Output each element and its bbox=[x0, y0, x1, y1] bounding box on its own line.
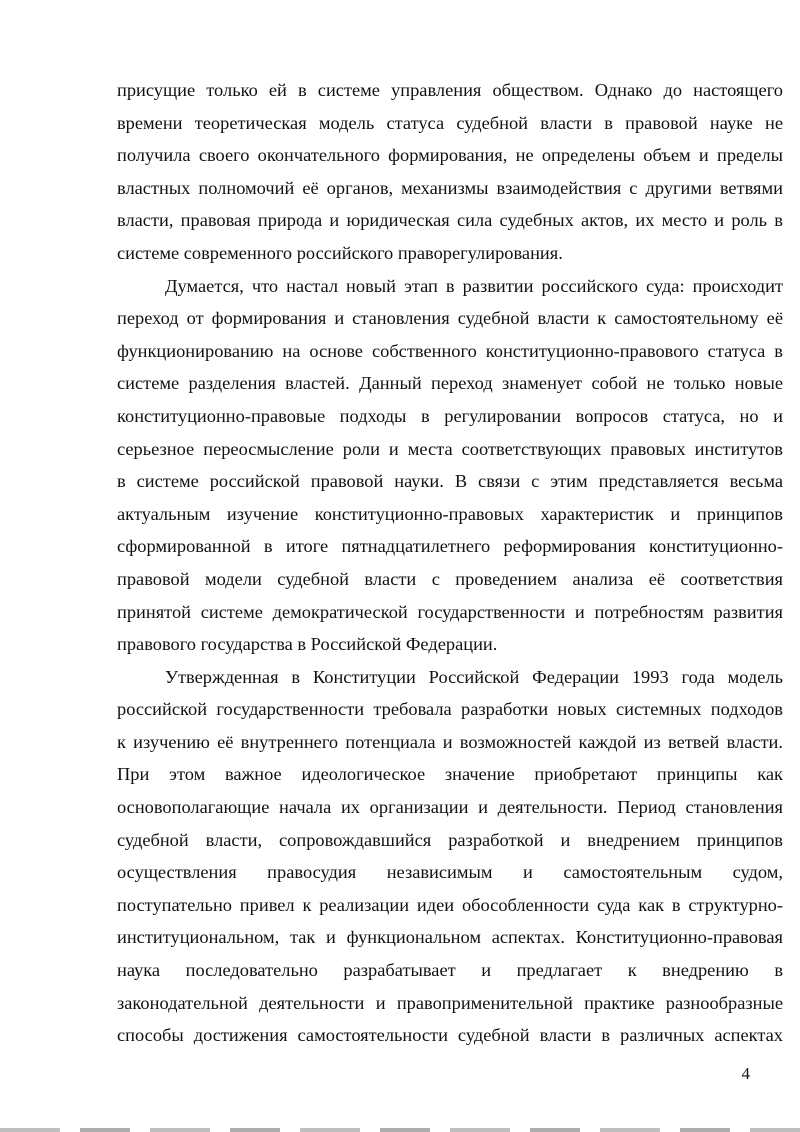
text-line: законодательной деятельности и правоприменительной практике разнообразные bbox=[117, 992, 783, 1013]
paragraph-2 bbox=[117, 270, 783, 661]
text-line: присущие только ей в системе управления обществом. Однако до настоящего bbox=[117, 80, 783, 100]
text-line: Думается, что настал новый этап в развитии российского суда: происходит bbox=[165, 275, 783, 296]
text-line: власти, правовая природа и юридическая сила судебных актов, их место и роль в bbox=[117, 210, 783, 231]
scan-edge-artifact bbox=[0, 1128, 800, 1132]
text-line: институциональном, так и функциональном аспектах. Конституционно-правовая bbox=[117, 927, 783, 948]
text-line: конституционно-правовые подходы в регулировании вопросов статуса, но и bbox=[117, 405, 783, 426]
text-line: сформированной в итоге пятнадцатилетнего реформирования конституционно- bbox=[117, 536, 783, 557]
text-line: серьезное переосмысление роли и места соответствующих правовых институтов bbox=[117, 438, 783, 459]
text-line: к изучению её внутреннего потенциала и возможностей каждой из ветвей власти. bbox=[117, 731, 783, 752]
text-line: российской государственности требовала разработки новых системных подходов bbox=[117, 699, 783, 720]
text-line: судебной власти, сопровождавшийся разработкой и внедрением принципов bbox=[117, 829, 783, 850]
text-line: функционированию на основе собственного конституционно-правового статуса в bbox=[117, 340, 783, 361]
text-line: переход от формирования и становления судебной власти к самостоятельному её bbox=[117, 308, 783, 329]
text-line: Утвержденная в Конституции Российской Федерации 1993 года модель bbox=[165, 666, 783, 687]
text-line: принятой системе демократической государственности и потребностям развития bbox=[117, 601, 783, 622]
text-line: правового государства в Российской Федерации. bbox=[117, 634, 498, 655]
text-line: актуальным изучение конституционно-правовых характеристик и принципов bbox=[117, 503, 783, 524]
text-line: наука последовательно разрабатывает и предлагает к внедрению в bbox=[117, 960, 783, 981]
text-line: правовой модели судебной власти с проведением анализа её соответствия bbox=[117, 568, 783, 589]
text-line: получила своего окончательного формирования, не определены объем и пределы bbox=[117, 145, 783, 166]
page-number: 4 bbox=[741, 1064, 750, 1083]
body-text bbox=[117, 74, 783, 1052]
text-line: осуществления правосудия независимым и самостоятельным судом, bbox=[117, 862, 783, 883]
text-line: системе современного российского праворегулирования. bbox=[117, 242, 563, 263]
paragraph-1 bbox=[117, 74, 783, 270]
text-line: властных полномочий её органов, механизмы взаимодействия с другими ветвями bbox=[117, 177, 783, 198]
text-line: При этом важное идеологическое значение приобретают принципы как bbox=[117, 764, 783, 785]
text-line: времени теоретическая модель статуса судебной власти в правовой науке не bbox=[117, 112, 783, 133]
text-line: способы достижения самостоятельности судебной власти в различных аспектах bbox=[117, 1025, 783, 1046]
paragraph-3 bbox=[117, 661, 783, 1052]
text-line: основополагающие начала их организации и деятельности. Период становления bbox=[117, 797, 783, 818]
text-line: системе разделения властей. Данный переход знаменует собой не только новые bbox=[117, 373, 783, 394]
text-line: в системе российской правовой науки. В связи с этим представляется весьма bbox=[117, 471, 783, 492]
text-line: поступательно привел к реализации идеи обособленности суда как в структурно- bbox=[117, 894, 783, 915]
